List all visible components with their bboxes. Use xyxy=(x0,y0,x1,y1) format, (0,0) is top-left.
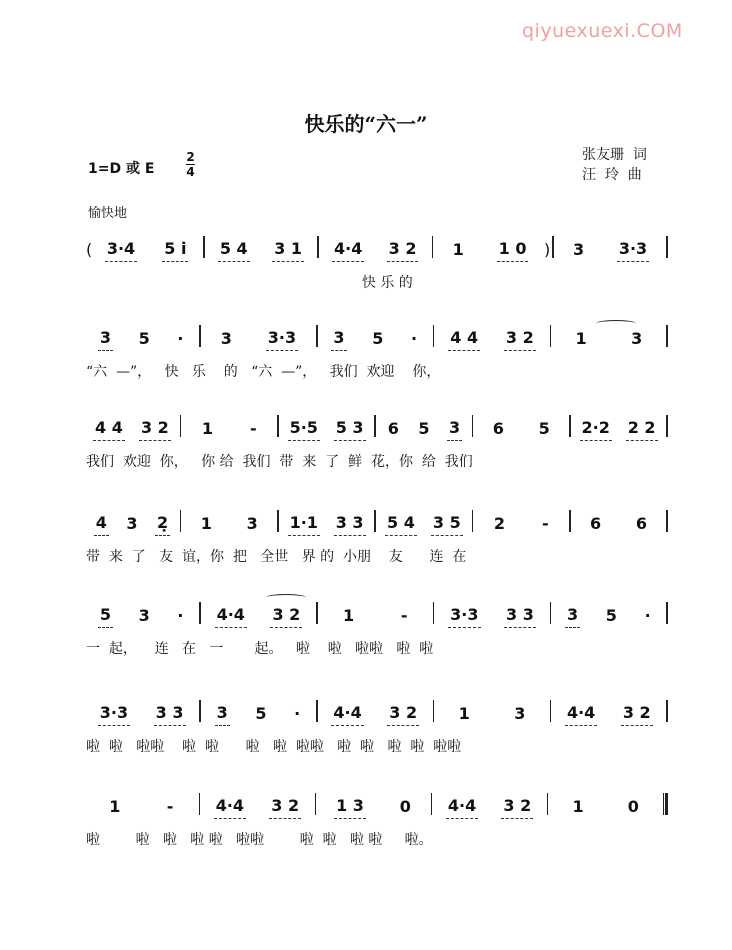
measure xyxy=(318,796,429,819)
open-paren: ( xyxy=(86,240,93,259)
note-group: 4·4 xyxy=(215,605,247,628)
barline xyxy=(316,602,318,624)
barline xyxy=(315,793,317,815)
barline xyxy=(277,510,279,532)
barline xyxy=(666,602,668,624)
barline xyxy=(316,700,318,722)
note-group: 3 3 xyxy=(154,703,186,726)
score-row xyxy=(86,325,670,381)
score-row xyxy=(86,700,670,756)
note-group: 1 xyxy=(575,329,587,348)
note-group: 3 2 xyxy=(387,239,419,262)
barline xyxy=(431,793,433,815)
measure xyxy=(573,514,665,536)
barline xyxy=(550,700,552,722)
barline xyxy=(433,700,435,722)
note-group: 1·1 xyxy=(288,513,320,536)
barline xyxy=(569,510,571,532)
note-group: - xyxy=(166,797,174,816)
barline xyxy=(547,793,549,815)
final-barline xyxy=(663,793,668,815)
note-group: 3 2 xyxy=(270,605,302,628)
note-group: 3 3 xyxy=(334,513,366,536)
close-paren: ) xyxy=(543,240,551,259)
note-group: 3 2 xyxy=(504,328,536,351)
score-row xyxy=(86,236,670,292)
note-group: 3 2 xyxy=(621,703,653,726)
note-group: 3 2 xyxy=(269,796,301,819)
measure xyxy=(550,797,661,819)
note-group: 3 xyxy=(126,514,138,533)
measure xyxy=(86,797,197,819)
note-group: · xyxy=(177,329,184,348)
notation-line xyxy=(86,325,670,351)
note-group: 6 xyxy=(635,514,648,533)
note-group: 3 xyxy=(220,329,232,348)
measure xyxy=(321,239,430,262)
note-group: 3 xyxy=(514,704,526,723)
note-group: 5 3 xyxy=(334,418,366,441)
note-group: 3·3 xyxy=(266,328,298,351)
measure xyxy=(320,703,431,726)
measure xyxy=(86,418,178,441)
note-group: 3 xyxy=(138,606,150,625)
note-group: 0 xyxy=(399,797,411,816)
note-group: 1 xyxy=(342,606,355,625)
barline xyxy=(666,700,668,722)
measure xyxy=(86,328,197,351)
note-group: 4·4 xyxy=(446,796,478,819)
measure xyxy=(434,796,545,819)
note-group: 5 xyxy=(418,419,430,438)
note-group: 6 xyxy=(492,419,504,438)
note-group: 1 xyxy=(458,704,470,723)
note-group: · xyxy=(294,704,301,723)
barline xyxy=(180,415,182,437)
lyrics-line: 啦 啦 啦 啦 啦 啦啦 啦 啦 啦 啦 啦。 xyxy=(86,832,433,848)
lyrics-line: 一 起， 连 在 一 起。 啦 啦 啦啦 啦 啦 xyxy=(86,641,434,657)
notation-line xyxy=(86,236,670,262)
barline xyxy=(666,510,668,532)
measure xyxy=(183,514,275,536)
measure xyxy=(202,796,313,819)
measure xyxy=(203,703,314,726)
score-row xyxy=(86,510,670,566)
barline xyxy=(433,602,435,624)
measure xyxy=(378,513,470,536)
note-group: 4·4 xyxy=(332,239,364,262)
notation-line xyxy=(86,415,670,441)
measure xyxy=(92,239,201,262)
note-group: 3 2 xyxy=(501,796,533,819)
note-group: 5 xyxy=(605,606,617,625)
note-group: · xyxy=(644,606,651,625)
measure xyxy=(435,239,544,262)
measure xyxy=(203,605,314,628)
barline xyxy=(666,236,668,258)
note-group: · xyxy=(177,606,184,625)
measure xyxy=(183,419,275,441)
key-signature: 1=D 或 E xyxy=(88,161,155,177)
note-group: - xyxy=(541,514,549,533)
measure xyxy=(203,328,314,351)
measure xyxy=(86,703,197,726)
tie-arc xyxy=(596,320,636,327)
barline xyxy=(472,415,474,437)
measure xyxy=(436,605,547,628)
score-row xyxy=(86,602,670,658)
note-group: 3·3 xyxy=(98,703,130,726)
barline xyxy=(199,325,201,347)
note-group: - xyxy=(249,419,257,438)
note-group: 5 i̇ xyxy=(162,239,188,262)
note-group: 1 xyxy=(201,419,213,438)
song-title: 快乐的“六一” xyxy=(304,112,428,136)
lyrics-line: 带 来 了 友 谊，你 把 全世 界 的 小朋 友 连 在 xyxy=(86,549,467,565)
credits xyxy=(582,145,647,185)
note-group: 5 xyxy=(538,419,550,438)
note-group: 1 xyxy=(572,797,584,816)
note-group: 3 3 xyxy=(504,605,536,628)
watermark: qiyuexuexi.COM xyxy=(522,20,683,42)
score-row xyxy=(86,793,670,849)
note-group: 5 xyxy=(138,329,150,348)
measure xyxy=(475,514,567,536)
time-signature xyxy=(186,150,195,179)
note-group: 4 4 xyxy=(93,418,125,441)
note-group: 5 4 xyxy=(385,513,417,536)
note-group: 3·4 xyxy=(105,239,137,262)
note-group: 3 xyxy=(565,605,580,628)
measure xyxy=(320,328,431,351)
barline xyxy=(316,325,318,347)
barline xyxy=(550,602,552,624)
barline xyxy=(180,510,182,532)
note-group: 4 4 xyxy=(448,328,480,351)
note-group: 3 xyxy=(447,418,462,441)
barline xyxy=(374,415,376,437)
note-group: 4·4 xyxy=(565,703,597,726)
measure xyxy=(207,239,316,262)
note-group: 3·3 xyxy=(617,239,649,262)
measure xyxy=(475,419,567,441)
notation-line xyxy=(86,602,670,628)
score-row xyxy=(86,415,670,471)
notation-line xyxy=(86,700,670,726)
barline xyxy=(433,325,435,347)
note-group: 5 xyxy=(255,704,267,723)
measure xyxy=(281,513,373,536)
barline xyxy=(666,325,668,347)
note-group: 3 5 xyxy=(431,513,463,536)
measure xyxy=(553,605,664,628)
note-group: 1 xyxy=(452,240,464,259)
note-group: 0 xyxy=(627,797,639,816)
lyrics-line: 我们 欢迎 你， 你 给 我们 带 来 了 鲜 花，你 给 我们 xyxy=(86,454,473,470)
measure xyxy=(281,418,373,441)
notation-line xyxy=(86,793,670,819)
note-group: 1 0 xyxy=(497,239,529,262)
measure xyxy=(378,418,470,441)
note-group: 3 1 xyxy=(272,239,304,262)
note-group: 2·2 xyxy=(580,418,612,441)
note-group: 5 4 xyxy=(218,239,250,262)
barline xyxy=(317,236,319,258)
note-group: 5 xyxy=(372,329,384,348)
barline xyxy=(199,793,201,815)
barline xyxy=(432,236,434,258)
measure xyxy=(86,513,178,536)
note-group: 2 xyxy=(493,514,505,533)
measure xyxy=(86,605,197,628)
tie-arc xyxy=(266,594,306,601)
note-group: 3 2 xyxy=(387,703,419,726)
measure xyxy=(553,703,664,726)
note-group: 1 xyxy=(200,514,212,533)
note-group: · xyxy=(410,329,418,348)
measure xyxy=(556,239,665,262)
note-group: 3 xyxy=(631,329,643,348)
note-group: - xyxy=(400,606,408,625)
note-group: 2 2 xyxy=(626,418,658,441)
note-group: 5 xyxy=(98,605,113,628)
note-group: 2̣ xyxy=(155,513,170,536)
barline xyxy=(569,415,571,437)
note-group: 3 xyxy=(331,328,346,351)
measure xyxy=(553,329,664,351)
time-signature-top: 2 xyxy=(186,150,195,164)
note-group: 4·4 xyxy=(214,796,246,819)
barline xyxy=(550,325,552,347)
lyricist: 张友珊 词 xyxy=(582,147,647,163)
tempo-marking: 愉快地 xyxy=(88,206,128,221)
note-group: 3 xyxy=(573,240,585,259)
barline xyxy=(277,415,279,437)
note-group: 1 xyxy=(109,797,121,816)
note-group: 3 2 xyxy=(139,418,171,441)
time-signature-bottom: 4 xyxy=(186,165,195,179)
barline xyxy=(199,602,201,624)
barline xyxy=(472,510,474,532)
lyrics-line: 快 乐 的 xyxy=(86,275,413,291)
note-group: 4·4 xyxy=(331,703,363,726)
lyrics-line: “六 —”， 快 乐 的 “六 —”， 我们 欢迎 你， xyxy=(86,364,441,380)
note-group: 6 xyxy=(387,419,399,438)
composer: 汪 玲 曲 xyxy=(582,167,642,183)
note-group: 4 xyxy=(94,513,109,536)
note-group: 3·3 xyxy=(448,605,480,628)
lyrics-line: 啦 啦 啦啦 啦 啦 啦 啦 啦啦 啦 啦 啦 啦 啦啦 xyxy=(86,739,462,755)
note-group: 3 xyxy=(215,703,230,726)
barline xyxy=(666,415,668,437)
notation-line xyxy=(86,510,670,536)
barline xyxy=(203,236,205,258)
note-group: 3 xyxy=(246,514,258,533)
note-group: 3 xyxy=(98,328,113,351)
note-group: 5·5 xyxy=(288,418,320,441)
barline xyxy=(552,236,554,258)
measure xyxy=(320,606,431,628)
note-group: 1 3 xyxy=(334,796,366,819)
measure xyxy=(436,704,547,726)
barline xyxy=(199,700,201,722)
barline xyxy=(374,510,376,532)
note-group: 6 xyxy=(590,514,602,533)
measure xyxy=(573,418,665,441)
measure xyxy=(436,328,547,351)
